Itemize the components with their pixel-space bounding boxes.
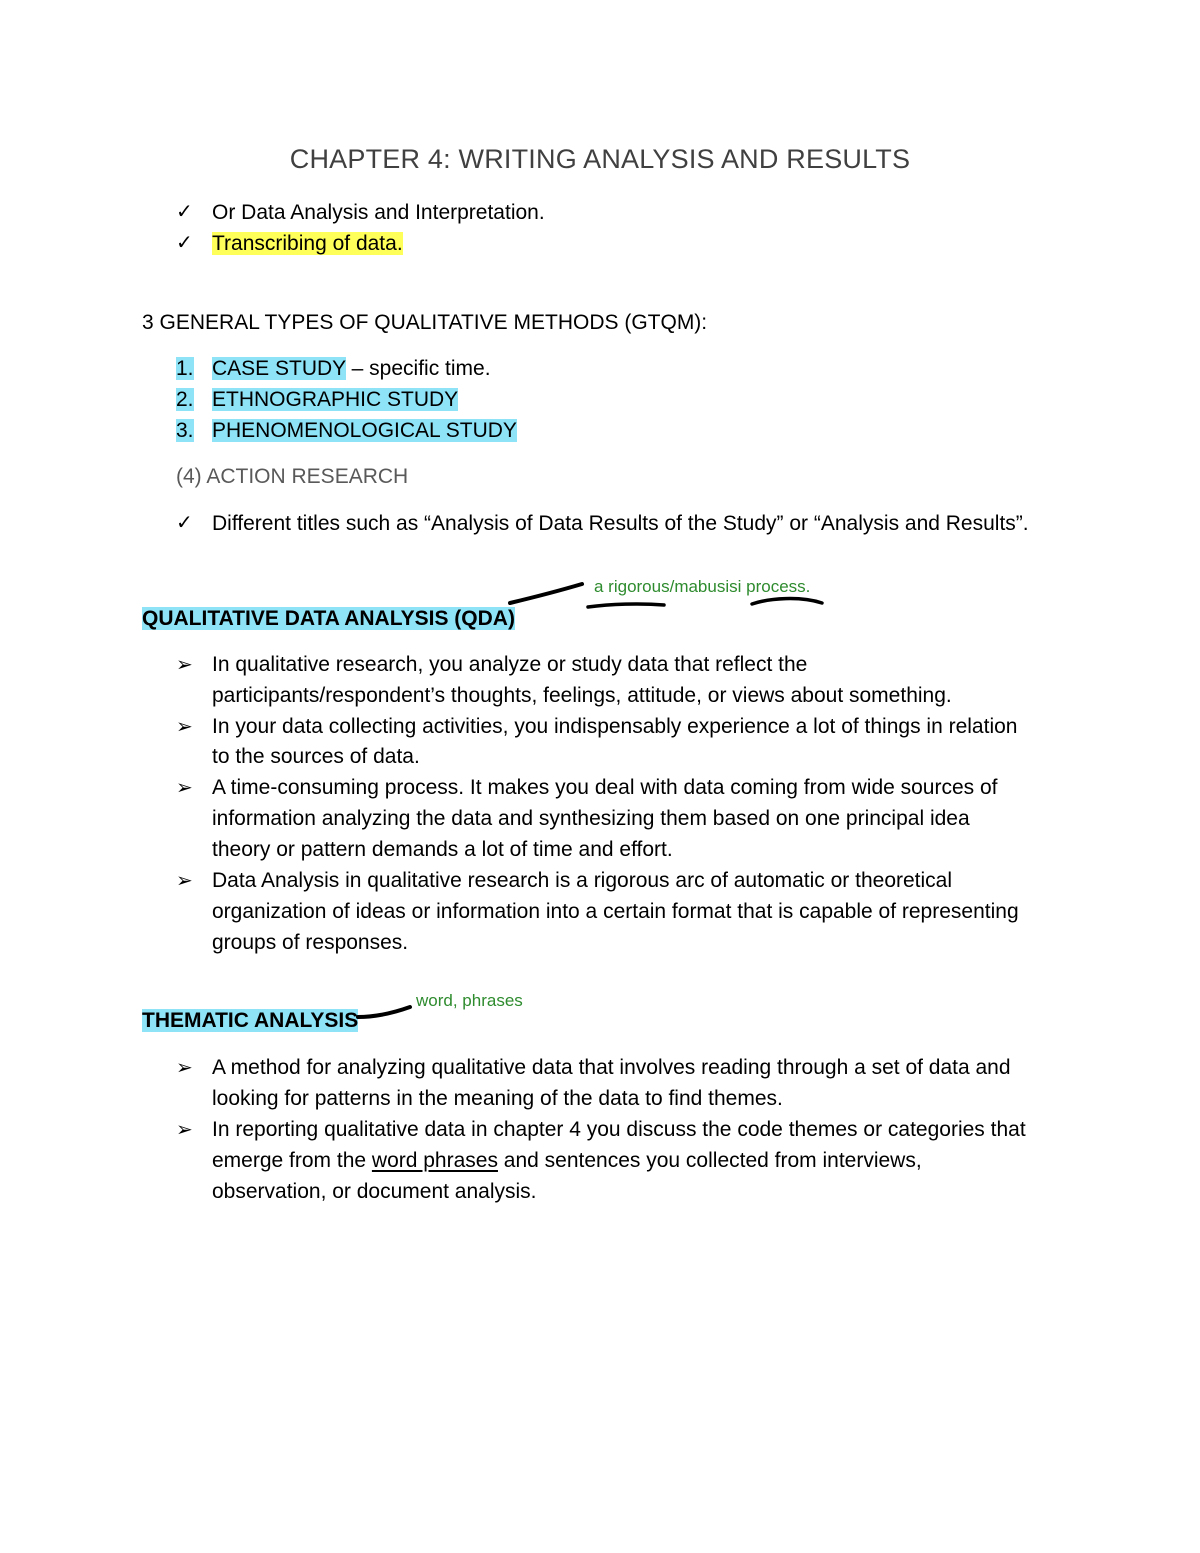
gtqm-heading: 3 GENERAL TYPES OF QUALITATIVE METHODS (GTQM): <box>142 311 708 334</box>
arrow-bullet-icon: ➢ <box>176 870 193 892</box>
arrow-bullet-icon: ➢ <box>176 654 193 676</box>
arrow-bullet-icon: ➢ <box>176 1057 193 1079</box>
method-item-2 <box>212 384 458 415</box>
thematic-bullet-2-line-3: observation, or document analysis. <box>212 1180 537 1203</box>
titles-check-item: Different titles such as “Analysis of Data Results of the Study” or “Analysis and Results”. <box>212 512 1029 535</box>
method-label: PHENOMENOLOGICAL STUDY <box>212 419 517 442</box>
ink-stroke-process-underline <box>752 599 822 604</box>
qda-bullet-1-line-1: In qualitative research, you analyze or study data that reflect the <box>212 653 808 676</box>
qda-bullet-1-line-2: participants/respondent’s thoughts, feelings, attitude, or views about something. <box>212 684 952 707</box>
thematic-heading: THEMATIC ANALYSIS <box>142 1009 359 1032</box>
underlined-text: word phrases <box>371 1149 498 1172</box>
qda-heading: QUALITATIVE DATA ANALYSIS (QDA) <box>142 607 515 630</box>
check-icon: ✓ <box>176 232 193 254</box>
method-num-3: 3. <box>176 419 194 442</box>
check-icon: ✓ <box>176 512 193 534</box>
arrow-bullet-icon: ➢ <box>176 716 193 738</box>
action-research: (4) ACTION RESEARCH <box>176 465 409 488</box>
highlighted-text: Transcribing of data. <box>212 232 403 255</box>
method-num-1: 1. <box>176 357 194 380</box>
method-item-1: CASE STUDY – specific time. <box>212 357 491 380</box>
arrow-bullet-icon: ➢ <box>176 1119 193 1141</box>
qda-bullet-2-line-2: to the sources of data. <box>212 745 420 768</box>
ink-stroke-qda-arrow <box>510 584 582 603</box>
ink-stroke-rigorous-underline <box>588 604 664 607</box>
method-label: CASE STUDY <box>212 357 346 380</box>
qda-bullet-4-line-1: Data Analysis in qualitative research is a rigorous arc of automatic or theoretical <box>212 869 953 892</box>
method-item-3 <box>212 415 517 446</box>
qda-bullet-3-line-2: information analyzing the data and synthesizing them based on one principal idea <box>212 807 970 830</box>
thematic-bullet-1-line-2: looking for patterns in the meaning of the data to find themes. <box>212 1087 783 1110</box>
arrow-bullet-icon: ➢ <box>176 777 193 799</box>
thematic-annotation: word, phrases <box>416 991 523 1010</box>
check-item-2 <box>212 228 403 259</box>
qda-bullet-3-line-1: A time-consuming process. It makes you deal with data coming from wide sources of <box>212 776 998 799</box>
ink-stroke-thematic-arrow <box>358 1007 410 1017</box>
qda-bullet-3-line-3: theory or pattern demands a lot of time and effort. <box>212 838 673 861</box>
method-label: ETHNOGRAPHIC STUDY <box>212 388 459 411</box>
check-icon: ✓ <box>176 201 193 223</box>
thematic-bullet-2-line-2: emerge from the word phrases and sentences you collected from interviews, <box>212 1149 922 1172</box>
qda-annotation: a rigorous/mabusisi process. <box>594 577 811 596</box>
method-num-2: 2. <box>176 388 194 411</box>
qda-bullet-2-line-1: In your data collecting activities, you indispensably experience a lot of things in relation <box>212 715 1018 738</box>
thematic-bullet-1-line-1: A method for analyzing qualitative data that involves reading through a set of data and <box>212 1056 1011 1079</box>
thematic-bullet-2-line-1: In reporting qualitative data in chapter 4 you discuss the code themes or categories that <box>212 1118 1026 1141</box>
qda-bullet-4-line-2: organization of ideas or information into a certain format that is capable of representing <box>212 900 1019 923</box>
page-title: CHAPTER 4: WRITING ANALYSIS AND RESULTS <box>289 144 911 174</box>
qda-bullet-4-line-3: groups of responses. <box>212 931 409 954</box>
check-item-1: Or Data Analysis and Interpretation. <box>212 201 545 224</box>
